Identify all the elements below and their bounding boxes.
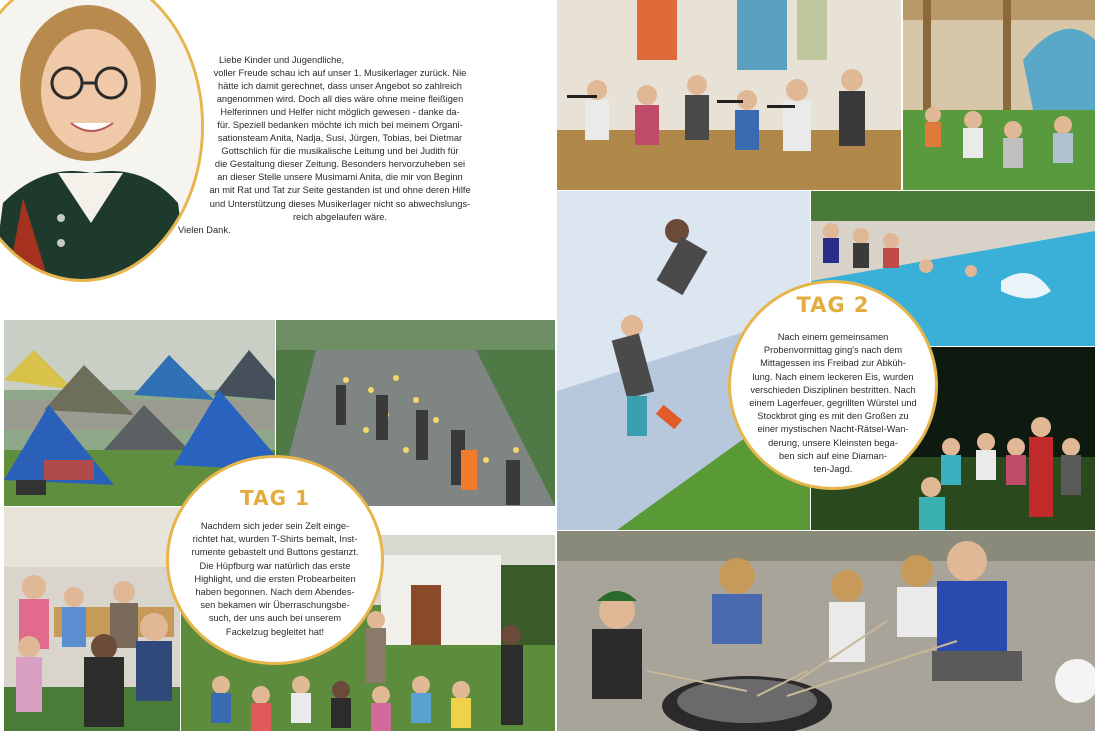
portrait-photo	[0, 0, 204, 282]
day1-line: Fackelzug begleitet hat!	[225, 626, 325, 637]
day1-line: rumente gebastelt und Buttons gestanzt.	[191, 547, 359, 558]
letter-line: sationsteam Anita, Nadja, Susi, Jürgen, Tobias, bei Dietmar	[217, 133, 463, 144]
day2-line: einer mystischen Nacht-Rätsel-Wan-	[757, 424, 909, 435]
letter-line: Vielen Dank.	[178, 224, 231, 235]
day2-title: TAG 2	[796, 293, 870, 317]
craft-table-photo	[4, 507, 180, 731]
day2-line: verschieden Disziplinen bestritten. Nach	[750, 384, 916, 395]
day2-summary-circle	[728, 280, 938, 490]
day1-line: Highlight, und die ersten Probearbeiten	[194, 573, 356, 584]
day2-line: Nach einem gemeinsamen	[777, 332, 889, 342]
day1-line: such, der uns auch bei unserem	[208, 613, 342, 624]
day2-text	[741, 331, 925, 476]
letter-line: und Unterstützung dieses Musikerlager nicht so abwechslungs-	[209, 198, 471, 209]
day1-line: sen bekamen wir Überraschungsbe-	[200, 600, 350, 611]
day2-line: ben sich auf eine Diaman-	[778, 450, 887, 461]
day1-line: haben begonnen. Nach dem Abendes-	[195, 587, 355, 598]
letter-line: angenommen wird. Doch all dies wäre ohne meine fleißigen	[216, 94, 464, 105]
day1-text	[187, 520, 363, 639]
day1-summary-circle	[166, 455, 384, 665]
letter-line: für. Speziell bedanken möchte ich mich bei meinem Organi-	[217, 120, 463, 131]
day2-line: Mittagessen ins Freibad zur Abküh-	[760, 358, 906, 369]
letter-line: Liebe Kinder und Jugendliche,	[219, 55, 345, 65]
letter-line: Gottschlich für die musikalische Leitung und bei Judith für	[221, 146, 459, 157]
day1-line: Die Hüpfburg war natürlich das erste	[199, 560, 351, 571]
letter-line: an mit Rat und Tat zur Seite gestanden ist und ohne deren Hilfe	[209, 185, 471, 196]
letter-line: die Gestaltung dieser Zeitung. Besonders hervorzuheben sei	[214, 159, 466, 170]
day2-line: derung, unsere Kleinsten bega-	[768, 437, 898, 448]
day2-line: ten-Jagd.	[813, 464, 853, 475]
campfire-stick-bread-photo	[557, 531, 1095, 731]
letter-line: an dieser Stelle unsere Musimami Anita, die mir von Beginn	[217, 172, 463, 183]
day2-line: einem Lagerfeuer, gegrillten Würstel und	[749, 398, 917, 409]
pavilion-photo	[903, 0, 1095, 190]
letter-line: hätte ich damit gerechnet, dass unser Angebot so zahlreich	[218, 81, 462, 92]
day2-line: Stockbrot ging es mit den Großen zu	[757, 411, 909, 422]
day2-line: lung. Nach einem leckeren Eis, wurden	[752, 371, 914, 382]
letter-line: reich abgelaufen wäre.	[292, 211, 388, 222]
day1-line: Nachdem sich jeder sein Zelt einge-	[200, 521, 350, 531]
day1-title: TAG 1	[240, 486, 310, 510]
letter-line: Helferinnen und Helfer nicht möglich gewesen - danke da-	[220, 107, 460, 118]
letter-line: voller Freude schau ich auf unser 1. Musikerlager zurück. Nie	[213, 68, 467, 79]
rehearsal-hall-photo	[557, 0, 901, 190]
greeting-letter	[175, 54, 505, 237]
day2-line: Probenvormittag ging's nach dem	[763, 345, 903, 356]
day1-line: richtet hat, wurden T-Shirts bemalt, Inst-	[192, 534, 358, 545]
